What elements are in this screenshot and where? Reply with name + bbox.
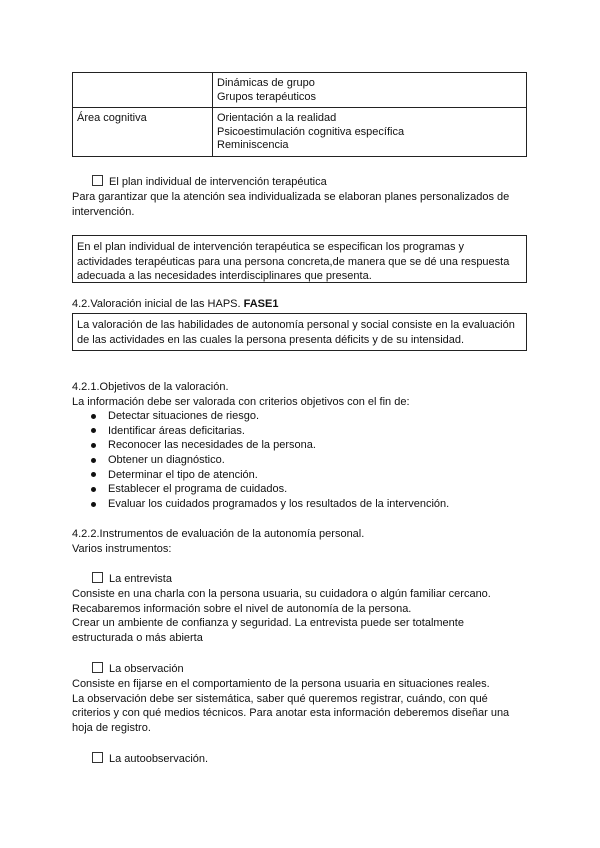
heading-text: 4.2.Valoración inicial de las HAPS. <box>72 298 244 310</box>
text-line: Consiste en una charla con la persona usuaria, su cuidadora o algún familiar cercano. <box>72 588 491 600</box>
text-line: Consiste en fijarse en el comportamiento de la persona usuaria en situaciones reales. <box>72 678 490 690</box>
autoobservacion-checkbox-item <box>92 752 208 767</box>
text-line: adecuada a las necesidades interdisciplinares que presenta. <box>77 270 372 283</box>
checkbox-icon <box>92 572 103 583</box>
section-heading: 4.2.1.Objetivos de la valoración. <box>72 381 229 393</box>
entrevista-checkbox-item <box>92 572 172 587</box>
table-row <box>73 108 527 157</box>
activity-item: Dinámicas de grupo <box>217 77 315 89</box>
text-line: Recabaremos información sobre el nivel de autonomía de la persona. <box>72 602 412 615</box>
table-row <box>73 73 527 108</box>
activity-item: Reminiscencia <box>217 139 289 151</box>
observacion-checkbox-item <box>92 662 184 677</box>
objectives-list <box>72 409 527 512</box>
text-line: actividades terapéuticas para una persona concreta,de manera que se dé una respuesta <box>77 255 510 268</box>
text-line: intervención. <box>72 205 135 218</box>
text-line: Crear un ambiente de confianza y seguridad. La entrevista puede ser totalmente <box>72 617 464 630</box>
plan-checkbox-label: El plan individual de intervención terapéutica <box>109 176 327 188</box>
checkbox-icon <box>92 752 103 763</box>
plan-definition-box <box>72 235 527 283</box>
heading-bold-text: FASE1 <box>243 298 279 310</box>
table-cell-area: Área cognitiva <box>73 108 213 157</box>
observacion-label: La observación <box>109 663 184 675</box>
entrevista-label: La entrevista <box>109 573 172 585</box>
activity-item: Grupos terapéuticos <box>217 90 317 103</box>
plan-intro <box>72 190 509 219</box>
section-heading <box>72 297 278 312</box>
checkbox-icon <box>92 662 103 673</box>
observacion-description <box>72 677 509 735</box>
list-item: Detectar situaciones de riesgo. <box>72 409 527 424</box>
table-cell-activities <box>213 73 527 108</box>
text-line: La observación debe ser sistemática, saber qué queremos registrar, cuándo, con qué <box>72 692 488 705</box>
table-cell-activities <box>213 108 527 157</box>
section-intro: Varios instrumentos: <box>72 543 172 555</box>
activity-item: Orientación a la realidad <box>217 112 337 124</box>
text-line: La valoración de las habilidades de autonomía personal y social consiste en la evaluación <box>77 319 515 331</box>
intervention-table <box>72 72 527 157</box>
list-item: Evaluar los cuidados programados y los resultados de la intervención. <box>72 497 527 512</box>
text-line: de las actividades en las cuales la persona presenta déficits y de su intensidad. <box>77 333 465 346</box>
section-heading: 4.2.2.Instrumentos de evaluación de la autonomía personal. <box>72 528 365 540</box>
text-line: estructurada o más abierta <box>72 631 203 644</box>
list-item: Obtener un diagnóstico. <box>72 453 527 468</box>
list-item: Determinar el tipo de atención. <box>72 468 527 483</box>
text-line: En el plan individual de intervención terapéutica se especifican los programas y <box>77 241 465 253</box>
entrevista-description <box>72 587 491 645</box>
text-line: criterios y con qué medios técnicos. Para anotar esta información deberemos diseñar una <box>72 707 510 720</box>
checkbox-icon <box>92 175 103 186</box>
section-intro: La información debe ser valorada con criterios objetivos con el fin de: <box>72 396 410 408</box>
valoracion-definition-box <box>72 313 527 351</box>
text-line: hoja de registro. <box>72 721 151 734</box>
autoobservacion-label: La autoobservación. <box>109 753 209 765</box>
activity-item: Psicoestimulación cognitiva específica <box>217 125 405 138</box>
list-item: Identificar áreas deficitarias. <box>72 424 527 439</box>
text-line: Para garantizar que la atención sea individualizada se elaboran planes personalizados de <box>72 191 510 203</box>
plan-checkbox-item <box>92 175 327 190</box>
list-item: Reconocer las necesidades de la persona. <box>72 438 527 453</box>
table-cell-area <box>73 73 213 108</box>
list-item: Establecer el programa de cuidados. <box>72 482 527 497</box>
